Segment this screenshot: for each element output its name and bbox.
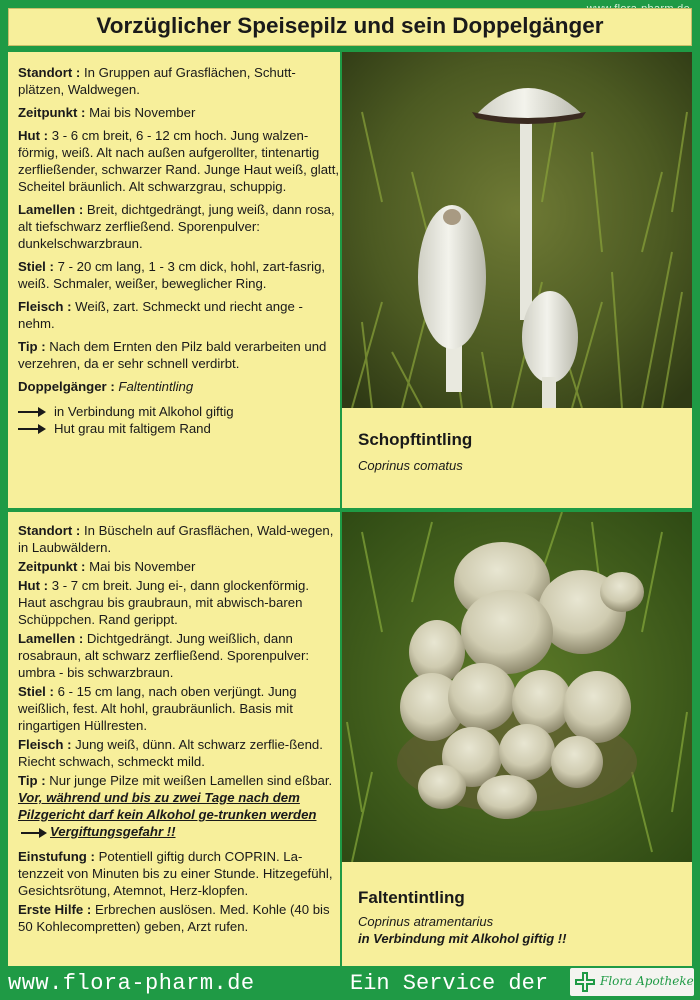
panel-faltentintling (8, 512, 692, 966)
fleisch-row (18, 298, 340, 332)
erste-hilfe-text: Erbrechen auslösen. Med. Kohle (40 bis 50 Kohlecompretten) geben, Arzt rufen. (18, 902, 330, 934)
description-schopftintling (18, 64, 340, 437)
tip-label: Tip : (18, 339, 46, 354)
caption-faltentintling (358, 888, 688, 946)
logo-text: Flora Apotheke (600, 974, 694, 988)
einstufung-text: Potentiell giftig durch COPRIN. La-tenzzeit von Minuten bis zu einer Stunde. Hitzegefühl, Gesichtsrötung, Atemnot, Herz-klopfen. (18, 849, 333, 898)
standort-row (18, 64, 340, 98)
fleisch-row (18, 736, 340, 770)
doppel-text: Faltentintling (118, 379, 194, 394)
zeitpunkt-text: Mai bis November (89, 105, 196, 120)
footer-service-text: Ein Service der (350, 971, 549, 996)
zeitpunkt-text: Mai bis November (89, 559, 196, 574)
pharmacy-cross-icon (574, 970, 596, 994)
description-faltentintling (18, 522, 340, 937)
photo-faltentintling (342, 512, 692, 862)
title-bar (8, 8, 692, 46)
einstufung-row (18, 848, 340, 899)
caption-schopftintling (358, 430, 688, 473)
stiel-text: 6 - 15 cm lang, nach oben verjüngt. Jung weißlich, fest. Alt hohl, graubräunlich. Basis mit ringartigen Hüllresten. (18, 684, 297, 733)
mushroom-name: Faltentintling (358, 888, 465, 907)
hut-text: 3 - 7 cm breit. Jung ei-, dann glockenförmig. Haut aschgrau bis graubraun, mit abwisch-baren Schüppchen. Rand gerippt. (18, 578, 309, 627)
standort-text: In Büscheln auf Grasflächen, Wald-wegen, in Laubwäldern. (18, 523, 334, 555)
tip-label: Tip : (18, 773, 46, 788)
lamellen-row (18, 630, 340, 681)
stiel-text: 7 - 20 cm lang, 1 - 3 cm dick, hohl, zart-fasrig, weiß. Schmaler, weißer, beweglicher Ring. (18, 259, 326, 291)
lamellen-text: Breit, dichtgedrängt, jung weiß, dann rosa, alt tiefschwarz zerfließend. Sporenpulver: dunkelschwarzbraun. (18, 202, 335, 251)
lamellen-label: Lamellen : (18, 631, 84, 646)
standort-label: Standort : (18, 65, 81, 80)
photo-schopftintling (342, 52, 692, 408)
standort-text: In Gruppen auf Grasflächen, Schutt-plätzen, Waldwegen. (18, 65, 296, 97)
alcohol-warning-caption: in Verbindung mit Alkohol giftig !! (358, 931, 567, 946)
arrow-right-icon (18, 424, 46, 434)
panel-schopftintling (8, 52, 692, 508)
stiel-row (18, 258, 340, 292)
mushroom-cluster-photo-image (342, 512, 692, 862)
lamellen-row (18, 201, 340, 252)
hut-row (18, 577, 340, 628)
hut-row (18, 127, 340, 195)
stiel-label: Stiel : (18, 684, 54, 699)
arrow-item-text: Hut grau mit faltigem Rand (54, 421, 211, 436)
standort-row (18, 522, 340, 556)
mushroom-name: Schopftintling (358, 430, 473, 449)
stiel-row (18, 683, 340, 734)
fleisch-text: Weiß, zart. Schmeckt und riecht ange - nehm. (18, 299, 303, 331)
tip-row (18, 772, 340, 840)
footer-url-link[interactable]: www.flora-pharm.de (8, 971, 255, 996)
lamellen-label: Lamellen : (18, 202, 84, 217)
fleisch-label: Fleisch : (18, 737, 72, 752)
arrow-item (18, 403, 340, 420)
page-title: Vorzüglicher Speisepilz und sein Doppelgänger (96, 13, 604, 38)
arrow-item-text: in Verbindung mit Alkohol giftig (54, 404, 234, 419)
mushroom-latin-name: Coprinus comatus (358, 458, 463, 473)
erste-hilfe-label: Erste Hilfe : (18, 902, 92, 917)
stiel-label: Stiel : (18, 259, 54, 274)
doppel-row (18, 378, 340, 395)
footer (0, 968, 700, 1000)
tip-text: Nur junge Pilze mit weißen Lamellen sind eßbar. (49, 773, 333, 788)
standort-label: Standort : (18, 523, 81, 538)
zeitpunkt-row (18, 558, 340, 575)
hut-label: Hut : (18, 578, 49, 593)
fleisch-text: Jung weiß, dünn. Alt schwarz zerflie-ßend. Riecht schwach, schmeckt mild. (18, 737, 323, 769)
tip-text: Nach dem Ernten den Pilz bald verarbeiten und verzehren, da er sehr schnell verdirbt. (18, 339, 327, 371)
hut-text: 3 - 6 cm breit, 6 - 12 cm hoch. Jung walzen-förmig, weiß. Alt nach außen aufgerollter, tintenartig zerfließender, schwarzer Rand. Junge Haut weiß, glatt, Scheitel bräunlich. Alt schwarzgrau, schuppig. (18, 128, 340, 194)
lamellen-text: Dichtgedrängt. Jung weißlich, dann rosabraun, alt schwarz zerfließend. Sporenpulver: umbra - bis schwarzbraun. (18, 631, 310, 680)
mushroom-latin-name: Coprinus atramentarius (358, 914, 494, 929)
zeitpunkt-label: Zeitpunkt : (18, 105, 86, 120)
arrow-item (18, 420, 340, 437)
zeitpunkt-label: Zeitpunkt : (18, 559, 86, 574)
fleisch-label: Fleisch : (18, 299, 72, 314)
zeitpunkt-row (18, 104, 340, 121)
flora-apotheke-logo (570, 968, 694, 996)
erste-hilfe-row (18, 901, 340, 935)
doppel-label: Doppelgänger : (18, 379, 115, 394)
hut-label: Hut : (18, 128, 49, 143)
tip-row (18, 338, 340, 372)
poisoning-danger-text: Vergiftungsgefahr !! (50, 824, 176, 839)
arrow-right-icon (18, 407, 46, 417)
arrow-right-icon (21, 828, 47, 838)
alcohol-warning-text: Vor, während und bis zu zwei Tage nach dem Pilzgericht darf kein Alkohol ge-trunken werden (18, 790, 317, 822)
einstufung-label: Einstufung : (18, 849, 95, 864)
mushroom-photo-image (342, 52, 692, 408)
